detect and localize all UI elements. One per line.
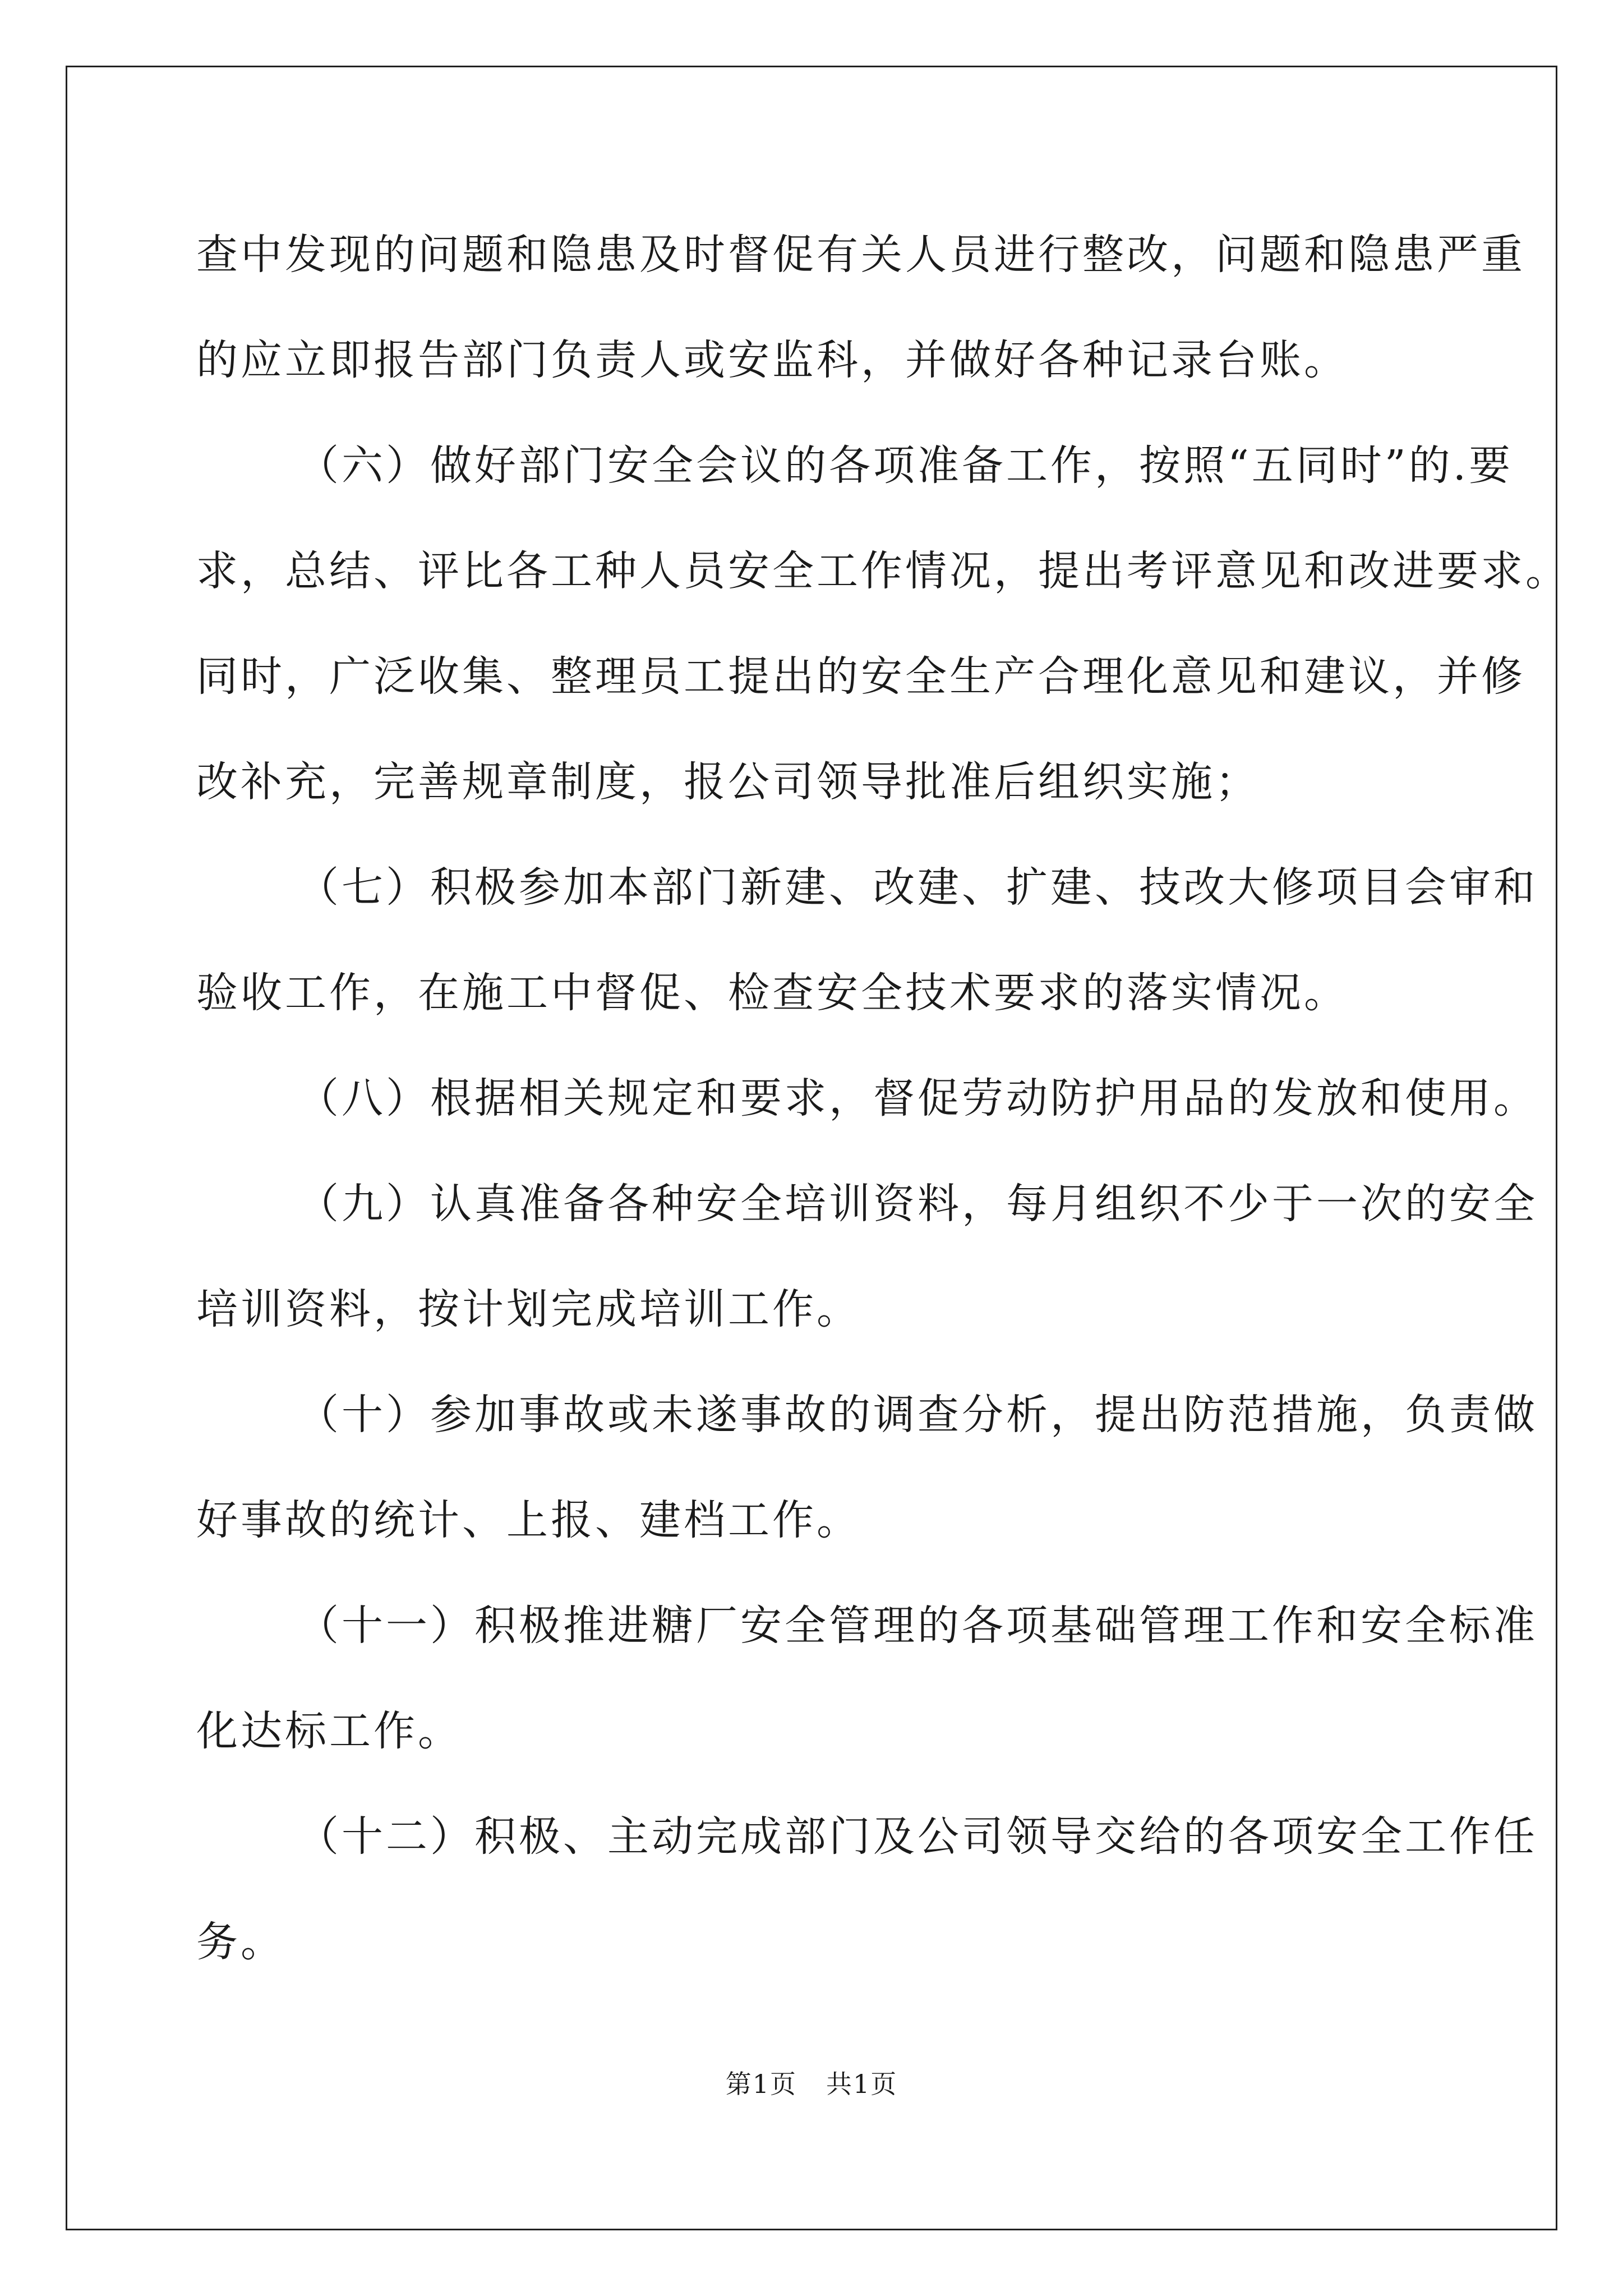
paragraph-7-line: （七）积极参加本部门新建、改建、扩建、技改大修项目会审和 — [297, 863, 1538, 912]
text-line: 求，总结、评比各工种人员安全工作情况，提出考评意见和改进要求。 — [196, 547, 1570, 595]
text-line: 验收工作，在施工中督促、检查安全技术要求的落实情况。 — [196, 969, 1348, 1017]
text-line: 的应立即报告部门负责人或安监科，并做好各种记录台账。 — [196, 336, 1348, 384]
text-line: 培训资料，按计划完成培训工作。 — [196, 1285, 861, 1333]
page-footer — [0, 2067, 1623, 2101]
text-line: 好事故的统计、上报、建档工作。 — [196, 1496, 861, 1544]
paragraph-11-line: （十一）积极推进糖厂安全管理的各项基础管理工作和安全标准 — [297, 1602, 1538, 1650]
paragraph-12-line: （十二）积极、主动完成部门及公司领导交给的各项安全工作任 — [297, 1812, 1538, 1861]
page-number-current: 第1页 — [725, 2069, 797, 2099]
document-body — [196, 202, 1570, 1995]
paragraph-8-line: （八）根据相关规定和要求，督促劳动防护用品的发放和使用。 — [297, 1074, 1538, 1122]
text-line: 查中发现的问题和隐患及时督促有关人员进行整改，问题和隐患严重 — [196, 231, 1525, 279]
paragraph-10-line: （十）参加事故或未遂事故的调查分析，提出防范措施，负责做 — [297, 1391, 1538, 1439]
paragraph-9-line: （九）认真准备各种安全培训资料，每月组织不少于一次的安全 — [297, 1180, 1538, 1228]
page-number-total: 共1页 — [826, 2069, 898, 2099]
text-line: 改补充，完善规章制度，报公司领导批准后组织实施； — [196, 758, 1260, 806]
paragraph-6-line: （六）做好部门安全会议的各项准备工作，按照“五同时”的.要 — [297, 441, 1514, 490]
text-line: 同时，广泛收集、整理员工提出的安全生产合理化意见和建议，并修 — [196, 652, 1525, 701]
text-line: 务。 — [196, 1918, 285, 1966]
text-line: 化达标工作。 — [196, 1707, 462, 1755]
